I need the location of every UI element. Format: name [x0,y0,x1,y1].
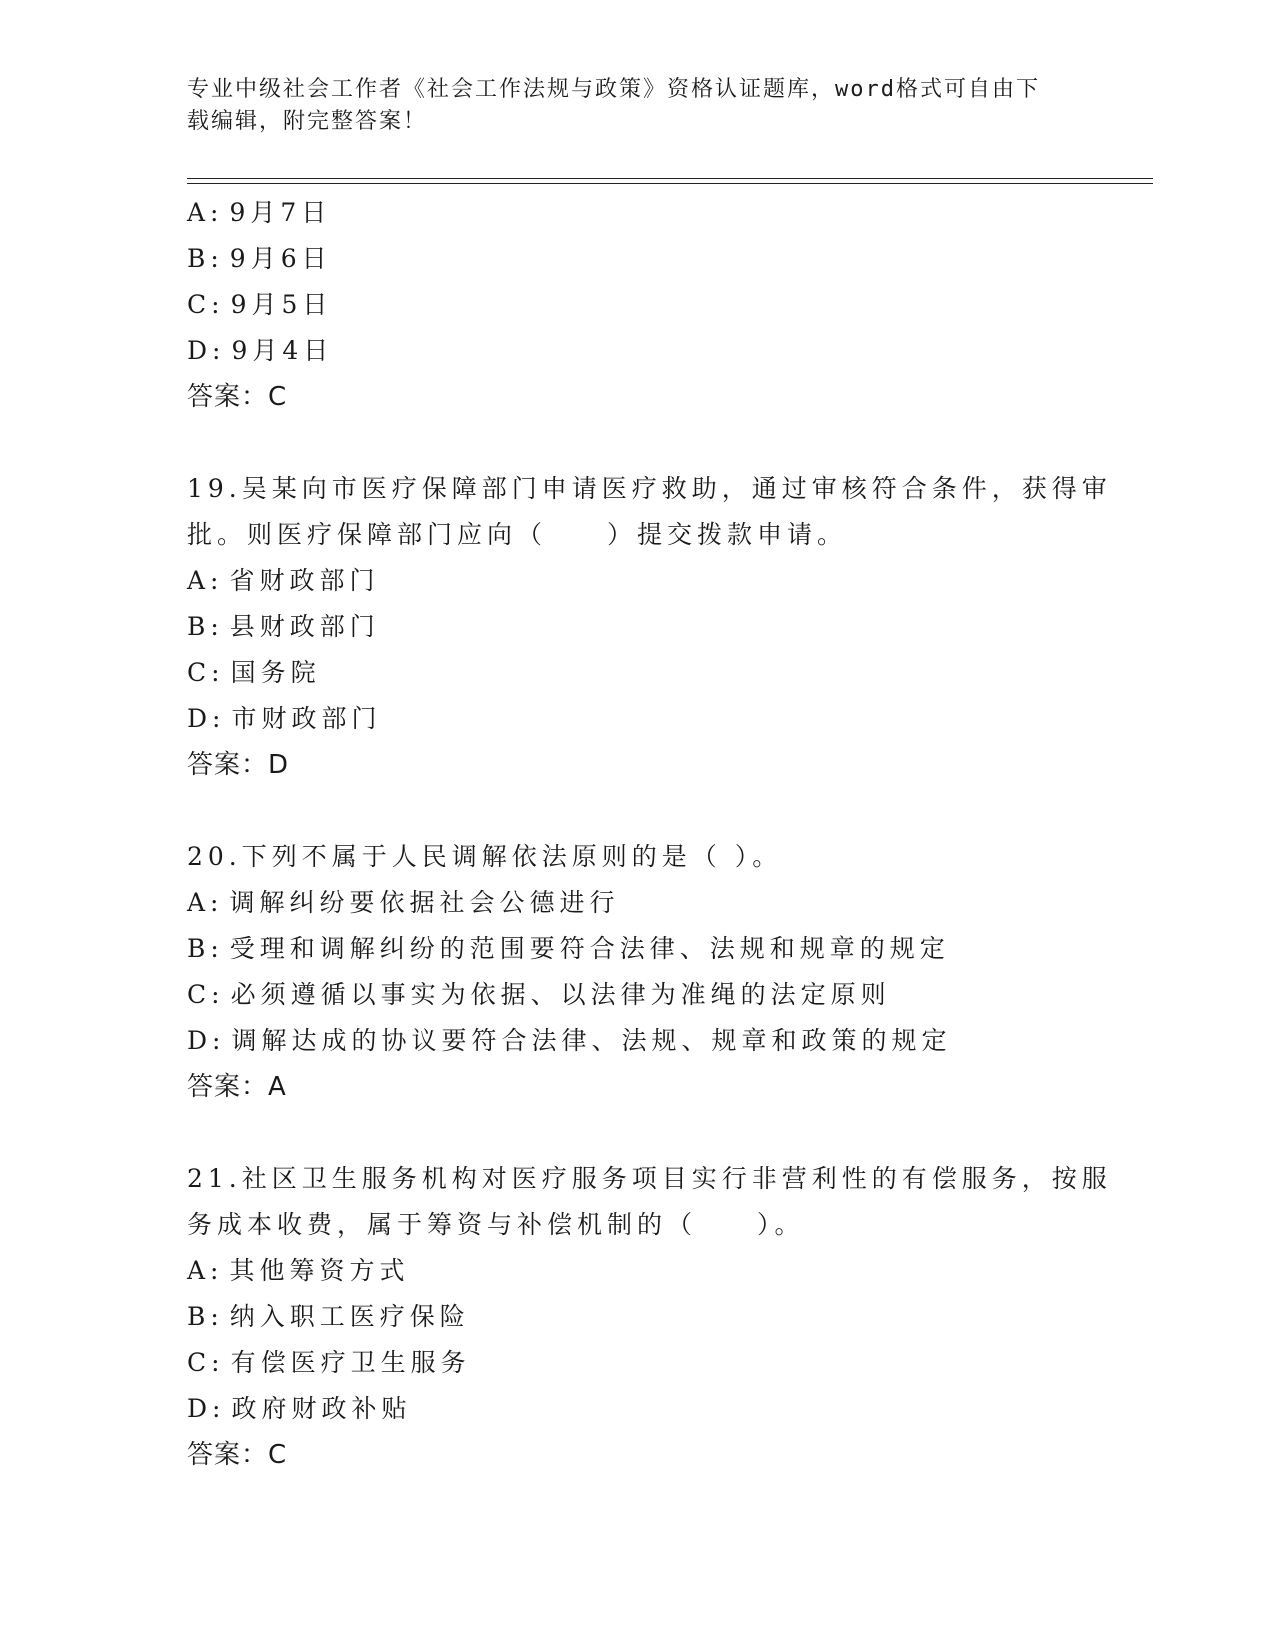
question-content [187,190,1112,1478]
option-d: D: 市财政部门 [187,704,382,733]
option-c: C: 国务院 [187,658,321,687]
document-header [187,74,1067,138]
question-20-block [187,834,1087,1110]
header-line-1: 专业中级社会工作者《社会工作法规与政策》资格认证题库，word格式可自由下 [187,77,1040,102]
option-d: D: 9月4日 [187,336,334,365]
question-text: 21.社区卫生服务机构对医疗服务项目实行非营利性的有偿服务，按服 [187,1164,1112,1193]
question-text-continued: 务成本收费，属于筹资与补偿机制的（ ）。 [187,1210,805,1239]
header-divider-top [187,178,1153,179]
option-b: B: 9月6日 [187,244,332,273]
option-a: A: 其他筹资方式 [187,1256,410,1285]
option-d: D: 调解达成的协议要符合法律、法规、规章和政策的规定 [187,1026,952,1055]
option-c: C: 必须遵循以事实为依据、以法律为准绳的法定原则 [187,980,891,1009]
option-d: D: 政府财政补贴 [187,1394,412,1423]
question-18-block [187,190,1087,420]
option-b: B: 纳入职工医疗保险 [187,1302,470,1331]
question-21-block [187,1156,1112,1478]
answer-line: 答案：A [187,1072,287,1102]
header-divider-bottom [187,183,1153,184]
option-a: A: 调解纠纷要依据社会公德进行 [187,888,620,917]
option-a: A: 省财政部门 [187,566,380,595]
answer-line: 答案：C [187,1440,288,1470]
question-text: 20.下列不属于人民调解依法原则的是（ ）。 [187,842,783,871]
question-text-continued: 批。则医疗保障部门应向（ ）提交拨款申请。 [187,520,848,549]
option-c: C: 有偿医疗卫生服务 [187,1348,471,1377]
option-a: A: 9月7日 [187,198,332,227]
answer-line: 答案：C [187,382,288,412]
option-b: B: 受理和调解纠纷的范围要符合法律、法规和规章的规定 [187,934,950,963]
option-c: C: 9月5日 [187,290,333,319]
option-b: B: 县财政部门 [187,612,380,641]
header-line-2: 载编辑，附完整答案！ [187,109,428,134]
answer-line: 答案：D [187,750,290,780]
question-19-block [187,466,1112,788]
question-text: 19.吴某向市医疗保障部门申请医疗救助，通过审核符合条件，获得审 [187,474,1112,503]
